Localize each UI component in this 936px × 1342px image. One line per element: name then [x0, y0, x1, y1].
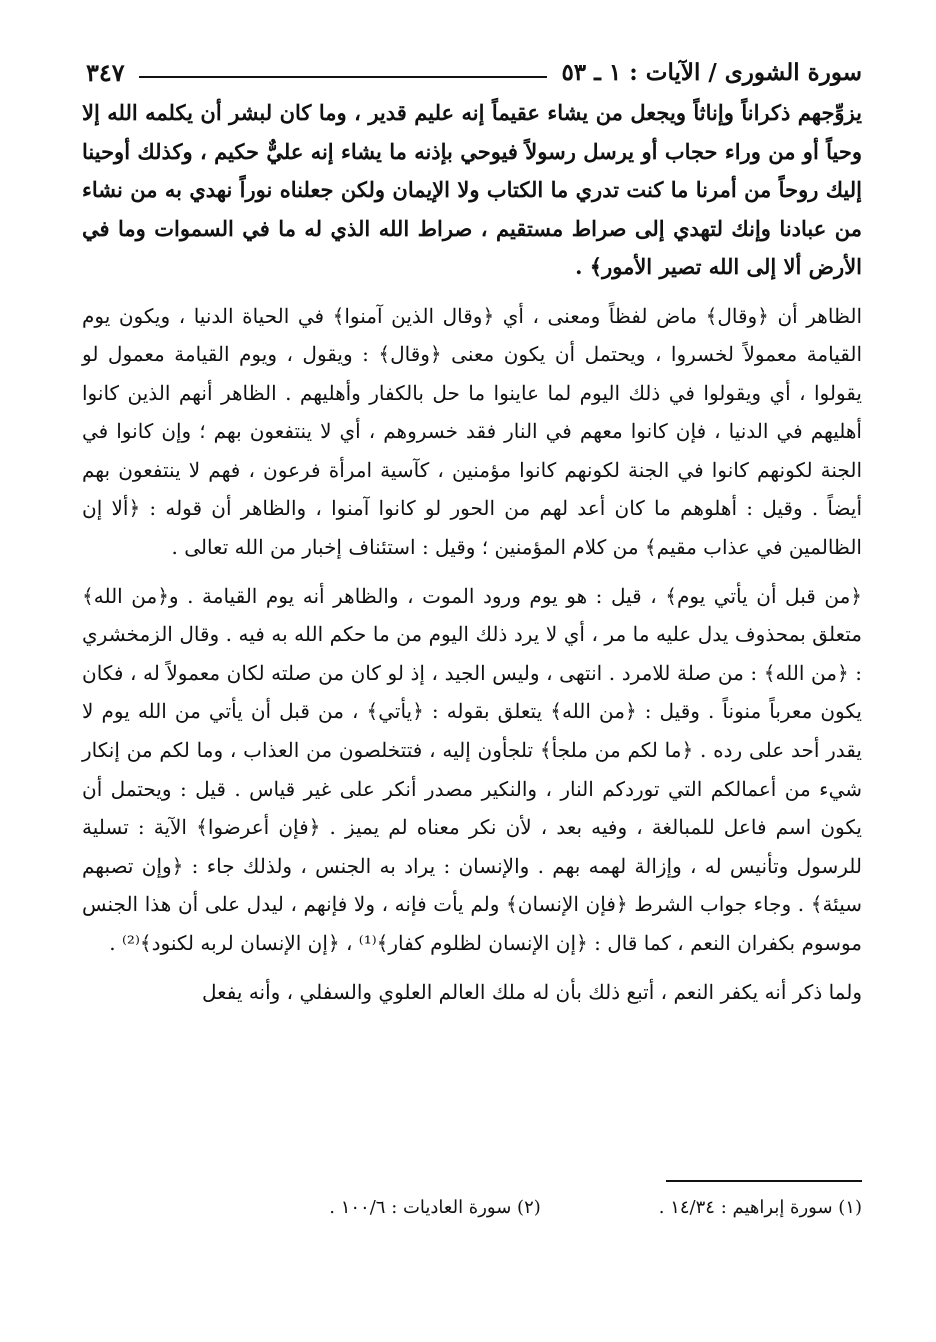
running-header: [86, 52, 862, 92]
page-number: ٣٤٧: [86, 57, 125, 87]
commentary-paragraph: ﴿من قبل أن يأتي يوم﴾ ، قيل : هو يوم ورود الموت ، والظاهر أنه يوم القيامة . و﴿من الله﴾ متعلق بمحذوف يدل عليه ما مر ، أي لا يرد ذلك اليوم من ما حكم الله به فيه . وقال الزمخشري : ﴿من الله﴾ : من صلة للامرد . انتهى ، وليس الجيد ، إذ لو كان من صلته لكان معمولاً له ، فكان يكون معرباً منوناً . وقيل : ﴿من الله﴾ يتعلق بقوله : ﴿يأتي﴾ ، من قبل أن يأتي من الله يوم لا يقدر أحد على رده . ﴿ما لكم من ملجأ﴾ تلجأون إليه ، فتتخلصون من العذاب ، وما لكم من إنكار شيء من أعمالكم التي توردكم النار ، والنكير مصدر أنكر على غير قياس . قيل : ويحتمل أن يكون اسم فاعل للمبالغة ، وفيه بعد ، لأن نكر معناه لم يميز . ﴿فإن أعرضوا﴾ الآية : تسلية للرسول وتأنيس له ، وإزالة لهمه بهم . والإنسان : يراد به الجنس ، ولذلك جاء : ﴿وإن تصبهم سيئة﴾ . وجاء جواب الشرط ﴿فإن الإنسان﴾ ولم يأت فإنه ، ولا فإنهم ، ليدل على أن هذا الجنس موسوم بكفران النعم ، كما قال : ﴿إن الإنسان لظلوم كفار﴾⁽¹⁾ ، ﴿إن الإنسان لربه لكنود﴾⁽²⁾ .: [82, 583, 863, 955]
header-rule: [139, 76, 548, 78]
surah-title: سورة الشورى / الآيات : ١ ـ ٥٣: [561, 58, 862, 86]
footnotes: [100, 1197, 862, 1218]
commentary-paragraph: الظاهر أن ﴿وقال﴾ ماض لفظاً ومعنى ، أي ﴿وقال الذين آمنوا﴾ في الحياة الدنيا ، ويكون يوم القيامة معمولاً لخسروا ، ويحتمل أن يكون معنى ﴿وقال﴾ : ويقول ، ويوم القيامة معمول لو يقولوا ، أي ويقولوا في ذلك اليوم لما عاينوا ما حل بالكفار وأهليهم . الظاهر أنهم الذين كانوا أهليهم في الدنيا ، فإن كانوا معهم في النار فقد خسروهم ، أي لا ينتفعون بهم ؛ وإن كانوا في الجنة لكونهم كانوا في الجنة لكونهم كانوا مؤمنين ، كآسية امرأة فرعون ، فهم لا ينتفعون بهم أيضاً . وقيل : أهلوهم ما كان أعد لهم من الحور لو كانوا آمنوا ، والظاهر أن قوله : ﴿ألا إن الظالمين في عذاب مقيم﴾ من كلام المؤمنين ؛ وقيل : استئناف إخبار من الله تعالى .: [82, 303, 862, 560]
quran-verse-block: يزوِّجهم ذكراناً وإناثاً ويجعل من يشاء عقيماً إنه عليم قدير ، وما كان لبشر أن يكلمه الله إلا وحياً أو من وراء حجاب أو يرسل رسولاً فيوحي بإذنه ما يشاء إنه عليٌّ حكيم ، وكذلك أوحينا إليك روحاً من أمرنا ما كنت تدري ما الكتاب ولا الإيمان ولكن جعلناه نوراً نهدي به من نشاء من عبادنا وإنك لتهدي إلى صراط مستقيم ، صراط الله الذي له ما في السموات وما في الأرض ألا إلى الله تصير الأمور﴾ .: [82, 100, 862, 279]
page-body: [82, 94, 862, 1021]
footnote-item: (١) سورة إبراهيم : ١٤/٣٤ .: [658, 1197, 862, 1218]
commentary-paragraph: ولما ذكر أنه يكفر النعم ، أتبع ذلك بأن له ملك العالم العلوي والسفلي ، وأنه يفعل: [201, 979, 862, 1004]
footnote-separator: [666, 1180, 862, 1182]
footnote-item: (٢) سورة العاديات : ١٠٠/٦ .: [329, 1197, 541, 1218]
